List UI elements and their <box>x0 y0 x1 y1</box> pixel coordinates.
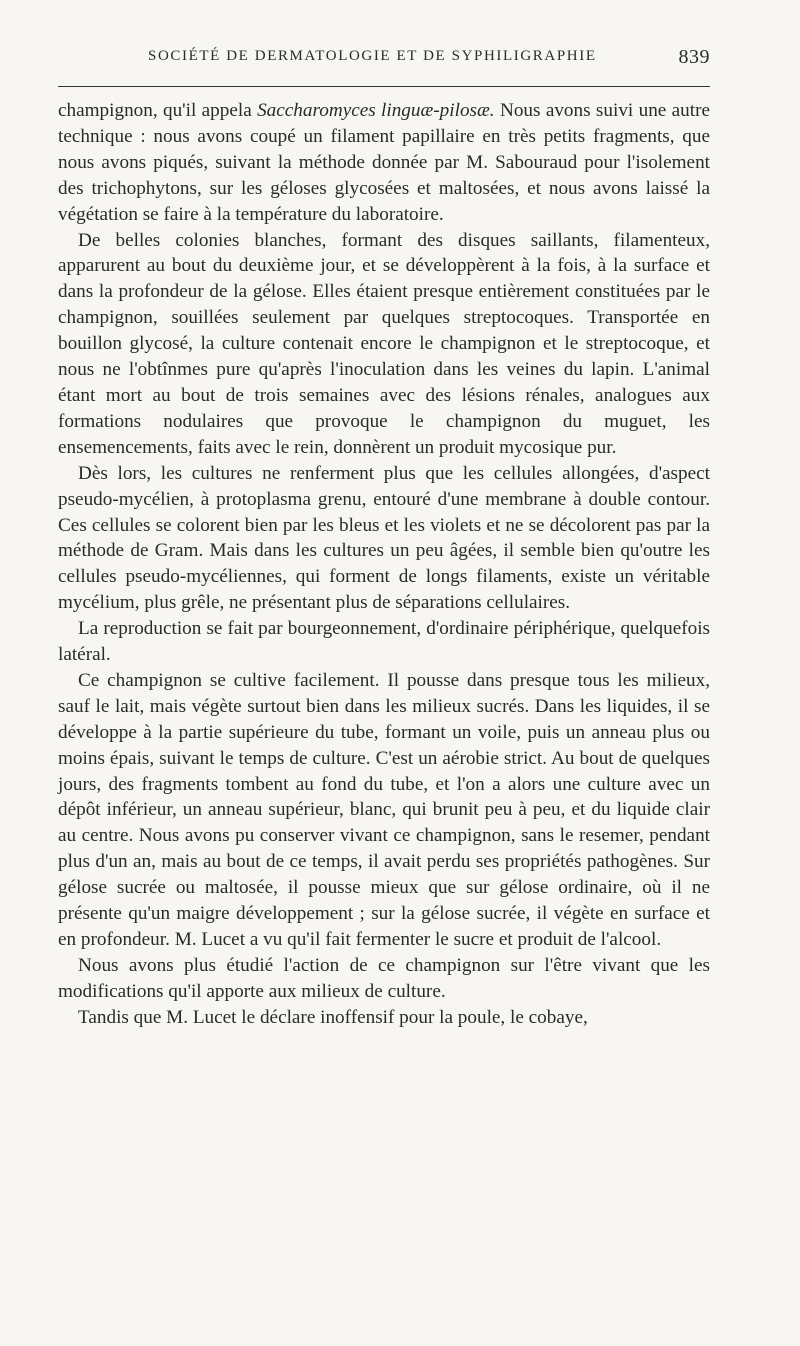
running-title: SOCIÉTÉ DE DERMATOLOGIE ET DE SYPHILIGRAPHIE <box>148 48 597 64</box>
paragraph-1-rest: Nous avons suivi une autre technique : nous avons coupé un filament papillaire en très petits fragments, que nous avons piqués, suivant la méthode donnée par M. Sabouraud pour l'isolement des trichophytons, sur les géloses glycosées et maltosées, et nous avons laissé la végétation se faire à la température du laboratoire. <box>58 100 710 225</box>
species-name: Saccharomyces linguæ-pilosæ. <box>257 100 495 121</box>
paragraph-6: Nous avons plus étudié l'action de ce champignon sur l'être vivant que les modifications qu'il apporte aux milieux de culture. <box>58 954 710 1002</box>
paragraph-3: Dès lors, les cultures ne renferment plus que les cellules allongées, d'aspect pseudo-mycélien, à protoplasma grenu, entouré d'une membrane à double contour. Ces cellules se colorent bien par les bleus et les violets et ne se décolorent pas par la méthode de Gram. Mais dans les cultures un peu âgées, il semble bien qu'outre les cellules pseudo-mycéliennes, qui forment de longs filaments, existe un véritable mycélium, plus grêle, ne présentant plus de séparations cellulaires. <box>58 462 710 614</box>
paragraph-7: Tandis que M. Lucet le déclare inoffensif pour la poule, le cobaye, <box>78 1006 588 1028</box>
page-number: 839 <box>678 46 710 68</box>
body-text <box>58 98 710 1031</box>
paragraph-4: La reproduction se fait par bourgeonnement, d'ordinaire périphérique, quelquefois latéral. <box>58 618 710 666</box>
paragraph-5: Ce champignon se cultive facilement. Il pousse dans presque tous les milieux, sauf le lait, mais végète surtout bien dans les milieux sucrés. Dans les liquides, il se développe à la partie supérieure du tube, formant un voile, puis un anneau plus ou moins épais, suivant le temps de culture. C'est un aérobie strict. Au bout de quelques jours, des fragments tombent au fond du tube, et l'on a alors une culture avec un dépôt inférieur, un anneau supérieur, blanc, qui brunit peu à peu, et du liquide clair au centre. Nous avons pu conserver vivant ce champignon, sans le resemer, pendant plus d'un an, mais au bout de ce temps, il avait perdu ses propriétés pathogènes. Sur gélose sucrée ou maltosée, il pousse mieux que sur gélose ordinaire, où il ne présente qu'un maigre développement ; sur la gélose sucrée, il végète en surface et en profondeur. M. Lucet a vu qu'il fait fermenter le sucre et produit de l'alcool. <box>58 669 710 950</box>
paragraph-1-start: champignon, qu'il appela <box>58 100 258 121</box>
paragraph-1 <box>58 98 710 228</box>
header-rule <box>58 86 710 87</box>
paragraph-2: De belles colonies blanches, formant des disques saillants, filamenteux, apparurent au bout du deuxième jour, et se développèrent à la fois, à la surface et dans la profondeur de la gélose. Elles étaient presque entièrement constituées par le champignon, souillées seulement par quelques streptocoques. Transportée en bouillon glycosé, la culture contenait encore le champignon et le streptocoque, et nous ne l'obtînmes pure qu'après l'inoculation dans les veines du lapin. L'animal étant mort au bout de trois semaines avec des lésions rénales, analogues aux formations nodulaires que provoque le champignon du muguet, les ensemencements, faits avec le rein, donnèrent un produit mycosique pur. <box>58 229 710 458</box>
running-head <box>58 46 710 76</box>
